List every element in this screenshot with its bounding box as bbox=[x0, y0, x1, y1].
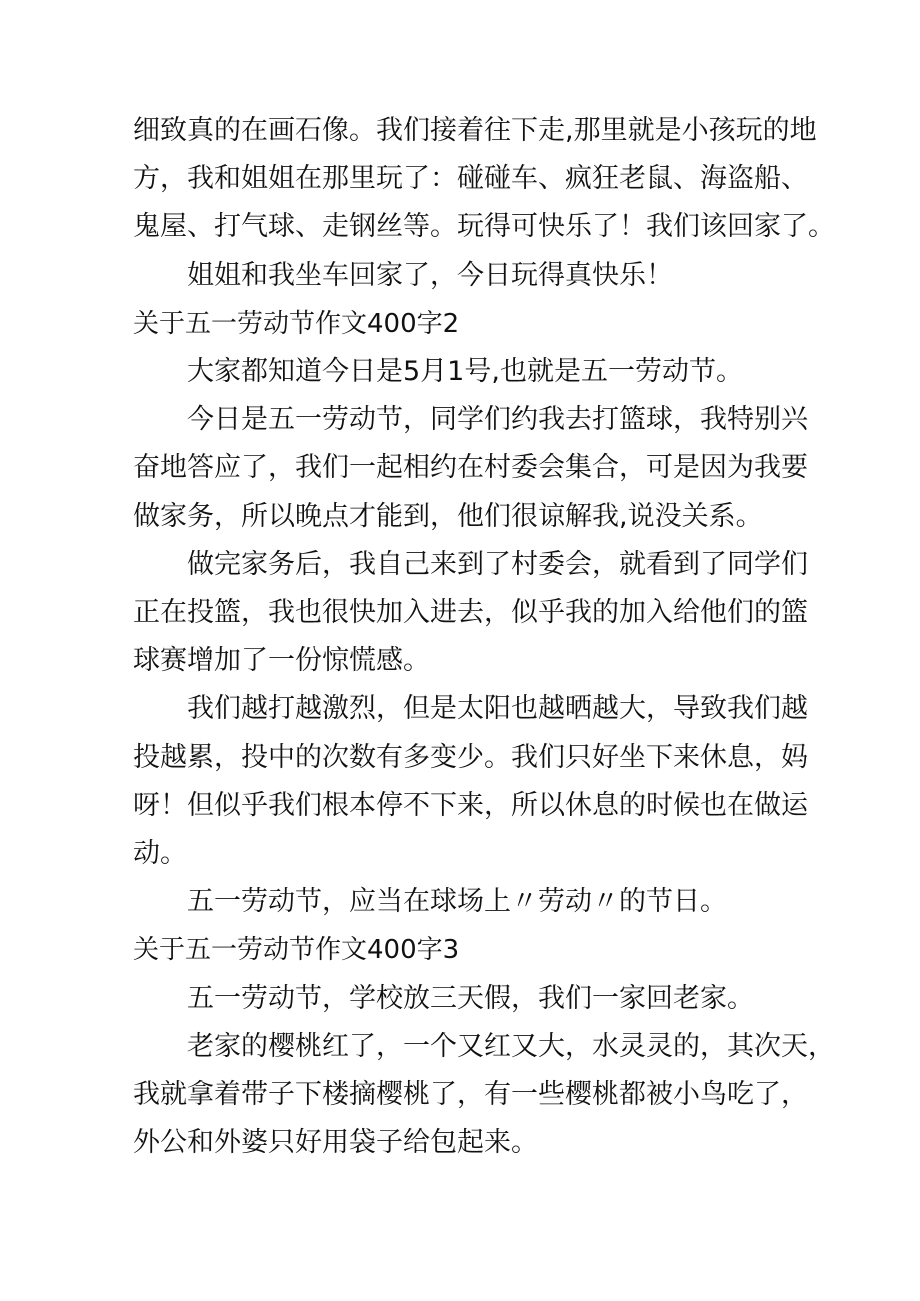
paragraph-line: 外公和外婆只好用袋子给包起来。 bbox=[133, 1127, 538, 1159]
paragraph-line: 我就拿着带子下楼摘樱桃了，有一些樱桃都被小鸟吃了， bbox=[133, 1079, 808, 1111]
paragraph-line: 动。 bbox=[133, 838, 187, 870]
paragraph-line: 老家的樱桃红了，一个又红又大，水灵灵的，其次天， bbox=[187, 1030, 835, 1062]
section-heading: 关于五一劳动节作文400字3 bbox=[133, 935, 460, 966]
paragraph-line: 我们越打越激烈，但是太阳也越晒越大，导致我们越 bbox=[187, 693, 808, 725]
paragraph-line: 方，我和姐姐在那里玩了：碰碰车、疯狂老鼠、海盗船、 bbox=[133, 163, 808, 195]
paragraph-line: 呀！但似乎我们根本停不下来，所以休息的时候也在做运 bbox=[133, 789, 808, 821]
paragraph-line: 球赛增加了一份惊慌感。 bbox=[133, 645, 430, 677]
paragraph-line: 大家都知道今日是5月1号,也就是五一劳动节。 bbox=[187, 356, 743, 388]
paragraph-line: 正在投篮，我也很快加入进去，似乎我的加入给他们的篮 bbox=[133, 597, 808, 629]
paragraph-line: 细致真的在画石像。我们接着往下走,那里就是小孩玩的地 bbox=[133, 115, 817, 146]
paragraph-line: 今日是五一劳动节，同学们约我去打篮球，我特别兴 bbox=[187, 404, 808, 436]
section-heading: 关于五一劳动节作文400字2 bbox=[133, 308, 460, 339]
paragraph-line: 五一劳动节，学校放三天假，我们一家回老家。 bbox=[187, 982, 754, 1014]
paragraph-line: 做完家务后，我自己来到了村委会，就看到了同学们 bbox=[187, 548, 808, 580]
paragraph-line: 五一劳动节，应当在球场上〃劳动〃的节日。 bbox=[187, 886, 727, 918]
paragraph-line: 奋地答应了，我们一起相约在村委会集合，可是因为我要 bbox=[133, 452, 808, 484]
document-body bbox=[133, 107, 835, 1167]
paragraph-line: 鬼屋、打气球、走钢丝等。玩得可快乐了！我们该回家了。 bbox=[133, 211, 835, 243]
paragraph-line: 投越累，投中的次数有多变少。我们只好坐下来休息，妈 bbox=[133, 741, 808, 773]
paragraph-line: 姐姐和我坐车回家了，今日玩得真快乐！ bbox=[187, 259, 673, 291]
paragraph-line: 做家务，所以晚点才能到，他们很谅解我,说没关系。 bbox=[133, 500, 763, 532]
